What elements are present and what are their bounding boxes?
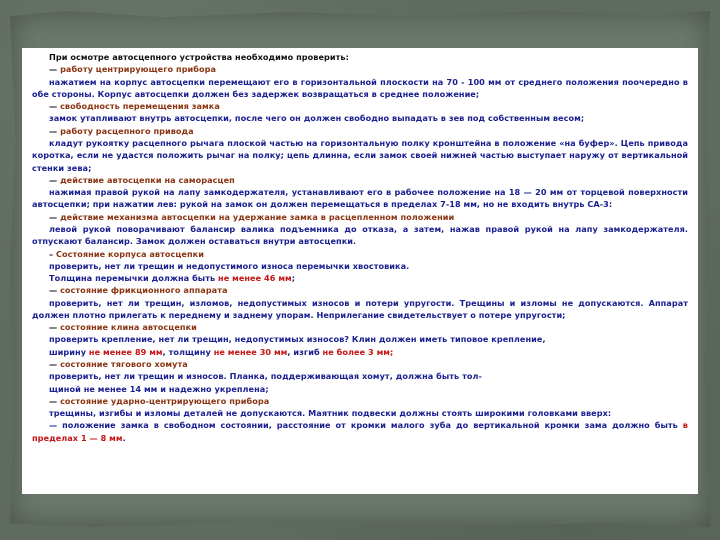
paragraph-body-check: проверить, нет ли трещин и недопустимого износа перемычки хвостовика. — [49, 260, 410, 271]
paragraph-yoke: проверить, нет ли трещин и износов. Планка, поддерживающая хомут, должна быть тол- — [49, 371, 482, 382]
heading-self-release: — действие автосцепки на саморасцеп — [49, 174, 235, 185]
paragraph-wedge: проверить крепление, нет ли трещин, недопустимых износов? Клин должен иметь типовое крепление, — [49, 334, 546, 345]
heading-centering: — работу центрирующего прибора — [49, 64, 217, 75]
paragraph-centering: нажатием на корпус автосцепки перемещают его в горизонтальной плоскости на 70 - 100 мм от среднего положения поочередно в обе стороны. Корпус автосцепки должен без задержек возвращаться в среднее положение; — [32, 76, 688, 99]
paragraph-yoke-cont: щиной не менее 14 мм и надежно укреплена; — [49, 383, 269, 394]
heading-wedge: — состояние клина автосцепки — [49, 322, 197, 333]
paragraph-wedge-dimensions: ширину не менее 89 мм, толщину не менее 30 мм, изгиб не более 3 мм; — [49, 346, 394, 357]
paragraph-friction: проверить, нет ли трещин, изломов, недопустимых износов и потери упругости. Трещины и изломы не допускаются. Аппарат должен плотно прилегать к переднему и заднему упорам. Неприлегание свидетельствует о потере упругости; — [32, 297, 688, 320]
paragraph-self-release: нажимая правой рукой на лапу замкодержателя, устанавливают его в рабочее положение на 18 — 20 мм от торцевой поверхности автосцепки; при нажатии лев: рукой на замок он должен перемещаться в пределах 7-18 мм, но не входить внутрь СА-3: — [32, 187, 688, 210]
paragraph-lock: замок утапливают внутрь автосцепки, после чего он должен свободно выпадать в зев под собственным весом; — [49, 113, 585, 124]
heading-lock: — свободность перемещения замка — [49, 101, 220, 112]
paragraph-release-drive: кладут рукоятку расцепного рычага плоской частью на горизонтальную полку кронштейна в положение «на буфер». Цепь привода коротка, если не удастся положить рычаг на полку; цепь длинна, если замок своей нижней частью выступает наружу от вертикальной стенки зева; — [32, 137, 688, 173]
paragraph-hold-released: левой рукой поворачивают балансир валика подъемника до отказа, а затем, нажав правой рукой на лапу замкодержателя. отпускают балансир. Замок должен оставаться внутри автосцепки. — [32, 223, 688, 247]
heading-release-drive: — работу расцепного привода — [49, 125, 194, 136]
document-page — [22, 48, 698, 494]
heading-hold-released: — действие механизма автосцепки на удержание замка в расцепленном положении — [49, 211, 455, 222]
paragraph-lock-position: — положение замка в свободном состоянии, расстояние от кромки малого зуба до вертикальной кромки зама должно быть в пределах 1 — 8 мм. — [32, 420, 688, 443]
heading-yoke: — состояние тягового хомута — [49, 359, 188, 370]
heading-impact-centering: — состояние ударно-центрирующего прибора — [49, 395, 270, 406]
heading-body-state: – Состояние корпуса автосцепки — [49, 248, 204, 259]
paragraph-body-thickness: Толщина перемычки должна быть не менее 46 мм; — [49, 273, 296, 284]
intro-line: При осмотре автосцепного устройства необходимо проверить: — [49, 52, 349, 62]
heading-friction: — состояние фрикционного аппарата — [49, 285, 228, 296]
paragraph-impact-centering: трещины, изгибы и изломы деталей не допускаются. Маятник подвески должны стоять широкими головками вверх: — [49, 408, 612, 419]
